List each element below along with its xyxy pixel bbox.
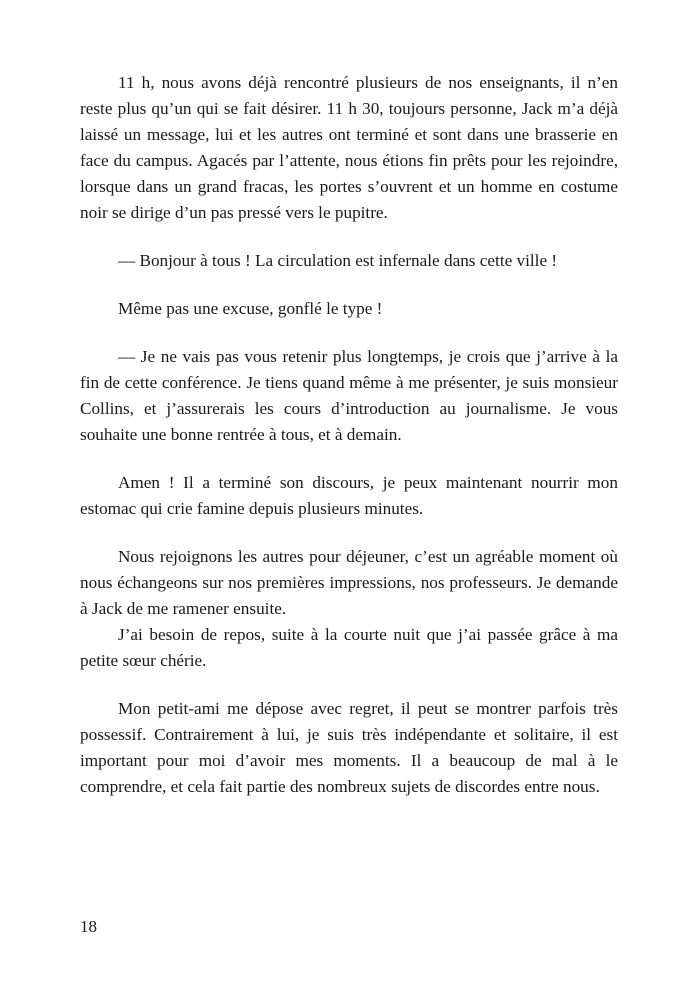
paragraph: Nous rejoignons les autres pour déjeuner, c’est un agréable moment où nous échangeons sur nos premières impressions, nos professeurs. Je demande à Jack de me ramener ensuite. [80, 547, 618, 618]
page-number: 18 [80, 917, 97, 936]
paragraph: Amen ! Il a terminé son discours, je peux maintenant nourrir mon estomac qui crie famine depuis plusieurs minutes. [80, 473, 618, 518]
paragraph-dialogue: — Je ne vais pas vous retenir plus longtemps, je crois que j’arrive à la fin de cette conférence. Je tiens quand même à me présenter, je suis monsieur Collins, et j’assurerais les cours d’introduction au journalisme. Je vous souhaite une bonne rentrée à tous, et à demain. [80, 347, 618, 444]
page-body [80, 70, 618, 800]
paragraph-dialogue: — Bonjour à tous ! La circulation est infernale dans cette ville ! [118, 251, 558, 270]
paragraph: Mon petit-ami me dépose avec regret, il peut se montrer parfois très possessif. Contrairement à lui, je suis très indépendante et solitaire, il est important pour moi d’avoir mes moments. Il a beaucoup de mal à le comprendre, et cela fait partie des nombreux sujets de discordes entre nous. [80, 699, 618, 796]
paragraph: Même pas une excuse, gonflé le type ! [118, 299, 383, 318]
paragraph: 11 h, nous avons déjà rencontré plusieurs de nos enseignants, il n’en reste plus qu’un qui se fait désirer. 11 h 30, toujours personne, Jack m’a déjà laissé un message, lui et les autres ont terminé et sont dans une brasserie en face du campus. Agacés par l’attente, nous étions fin prêts pour les rejoindre, lorsque dans un grand fracas, les portes s’ouvrent et un homme en costume noir se dirige d’un pas pressé vers le pupitre. [80, 73, 618, 222]
paragraph: J’ai besoin de repos, suite à la courte nuit que j’ai passée grâce à ma petite sœur chérie. [80, 625, 618, 670]
